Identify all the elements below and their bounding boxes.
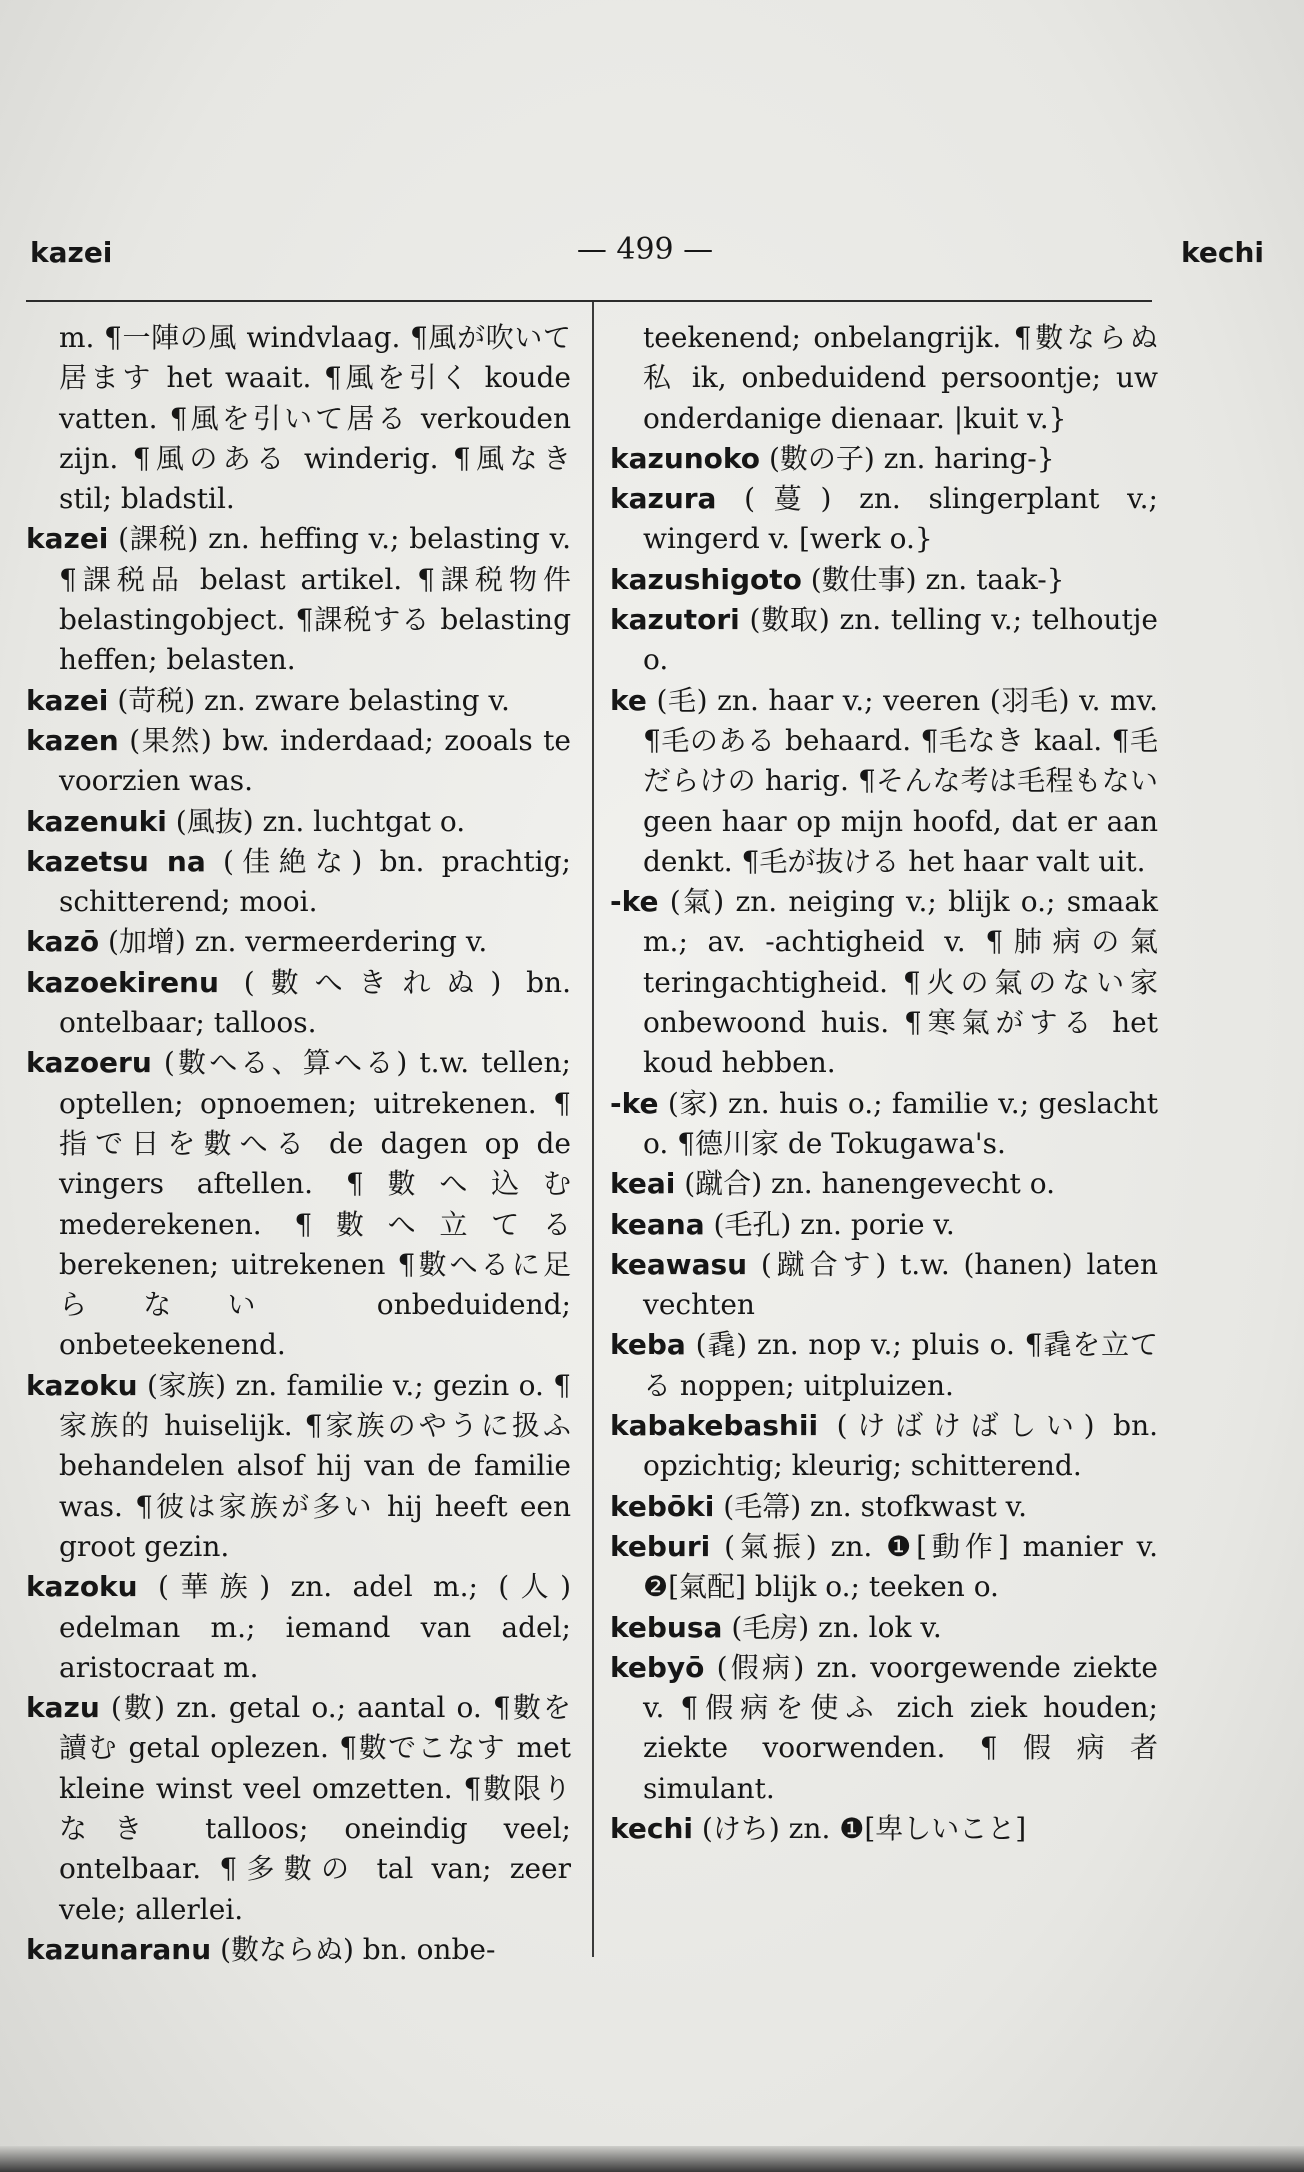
entry-text: (苛税) zn. zware belasting v. bbox=[117, 683, 510, 717]
column-divider bbox=[592, 302, 594, 1957]
dictionary-entry bbox=[26, 1567, 571, 1688]
entry-headword: keburi bbox=[610, 1529, 711, 1563]
entry-text: (毛孔) zn. porie v. bbox=[713, 1207, 955, 1241]
entry-headword: kazushigoto bbox=[610, 562, 802, 596]
header-rule bbox=[26, 300, 1152, 302]
entry-headword: ke bbox=[610, 683, 647, 717]
entry-text: (數) zn. getal o.; aantal o. ¶數を讀む getal oplezen. ¶數でこなす met kleine winst veel omzetten. ¶數限りなき talloos; oneindig veel; ontelbaar. ¶多數の tal van; zeer vele; allerlei. bbox=[59, 1691, 571, 1926]
dictionary-entry bbox=[26, 721, 571, 802]
dictionary-entry bbox=[610, 560, 1158, 600]
entry-text: (けばけばしい) bn. opzichtig; kleurig; schitterend. bbox=[643, 1409, 1159, 1483]
page-bottom-edge bbox=[0, 2146, 1304, 2172]
dictionary-entry bbox=[610, 1809, 1158, 1849]
entry-headword: kebyō bbox=[610, 1650, 705, 1684]
entry-text: (課税) zn. heffing v.; belasting v. ¶課税品 belast artikel. ¶課税物件 belastingobject. ¶課税する belasting heffen; belasten. bbox=[59, 522, 571, 677]
dictionary-entry bbox=[26, 1043, 571, 1365]
page-number: — 499 — bbox=[576, 232, 714, 267]
entry-text: (蹴合す) t.w. (hanen) laten vechten bbox=[643, 1247, 1158, 1322]
dictionary-entry bbox=[610, 1084, 1158, 1165]
entry-headword: kebusa bbox=[610, 1610, 723, 1644]
dictionary-entry bbox=[26, 922, 571, 962]
entry-text: (家) zn. huis o.; familie v.; geslacht o. ¶德川家 de Tokugawa's. bbox=[643, 1086, 1158, 1160]
entry-text: (數仕事) zn. taak-} bbox=[810, 562, 1065, 596]
entry-headword: -ke bbox=[610, 885, 659, 919]
entry-text: (數へきれぬ) bn. ontelbaar; talloos. bbox=[59, 965, 571, 1040]
entry-text: (蔓) zn. slingerplant v.; wingerd v. [werk o.} bbox=[643, 482, 1158, 556]
dictionary-entry bbox=[26, 963, 571, 1044]
entry-text: m. ¶一陣の風 windvlaag. ¶風が吹いて居ます het waait. ¶風を引く koude vatten. ¶風を引いて居る verkouden zijn. ¶風のある winderig. ¶風なき stil; bladstil. bbox=[59, 321, 571, 516]
entry-headword: kazō bbox=[26, 925, 100, 959]
dictionary-entry bbox=[610, 1608, 1158, 1648]
entry-headword: kazen bbox=[26, 723, 119, 757]
dictionary-entry bbox=[610, 439, 1158, 479]
entry-headword: keawasu bbox=[610, 1247, 748, 1281]
dictionary-entry bbox=[26, 1688, 571, 1930]
entry-headword: kazoku bbox=[26, 1368, 138, 1402]
dictionary-entry bbox=[26, 1366, 571, 1567]
entry-text: (數へる、算へる) t.w. tellen; optellen; opnoemen; uitrekenen. ¶指で日を數へる de dagen op de vingers aftellen. ¶數へ込む mederekenen. ¶數へ立てる berekenen; uitrekenen ¶數へるに足らない onbeduidend; onbeteekenend. bbox=[59, 1046, 571, 1362]
entry-text: (氣) zn. neiging v.; blijk o.; smaak m.; av. -achtigheid v. ¶肺病の氣 teringachtigheid. ¶火の氣のない家 onbewoond huis. ¶寒氣がする het koud hebben. bbox=[643, 885, 1158, 1080]
entry-headword: keai bbox=[610, 1167, 676, 1201]
dictionary-entry bbox=[610, 600, 1158, 681]
entry-headword: keba bbox=[610, 1328, 686, 1362]
entry-text: (數取) zn. telling v.; telhoutje o. bbox=[643, 603, 1158, 677]
right-column bbox=[610, 318, 1158, 1849]
running-head bbox=[26, 232, 1264, 272]
entry-headword: kazenuki bbox=[26, 804, 167, 838]
entry-text: (家族) zn. familie v.; gezin o. ¶家族的 huiselijk. ¶家族のやうに扱ふ behandelen alsof hij van de familie was. ¶彼は家族が多い hij heeft een groot gezin. bbox=[59, 1368, 571, 1563]
dictionary-entry bbox=[26, 842, 571, 923]
dictionary-entry bbox=[610, 1245, 1158, 1326]
entry-headword: kabakebashii bbox=[610, 1409, 819, 1443]
dictionary-entry bbox=[610, 681, 1158, 882]
entry-text: teekenend; onbelangrijk. ¶數ならぬ私 ik, onbeduidend persoontje; uw onderdanige dienaar. |kuit v.} bbox=[643, 321, 1158, 435]
dictionary-entry bbox=[610, 1527, 1158, 1608]
dictionary-entry bbox=[610, 1648, 1158, 1809]
dictionary-entry bbox=[26, 681, 571, 721]
dictionary-entry bbox=[610, 1325, 1158, 1406]
entry-headword: kazutori bbox=[610, 603, 740, 637]
entry-text: (毛) zn. haar v.; veeren (羽毛) v. mv. ¶毛のある behaard. ¶毛なき kaal. ¶毛だらけの harig. ¶そんな考は毛程もない geen haar op mijn hoofd, dat er aan denkt. ¶毛が抜ける het haar valt uit. bbox=[643, 683, 1158, 878]
entry-text: (果然) bw. inderdaad; zooals te voorzien was. bbox=[59, 723, 572, 798]
entry-headword: kazunaranu bbox=[26, 1932, 212, 1966]
entry-text: (蹴合) zn. hanengevecht o. bbox=[684, 1167, 1055, 1201]
dictionary-entry bbox=[610, 1487, 1158, 1527]
entry-headword: kazoku bbox=[26, 1570, 138, 1604]
dictionary-entry bbox=[26, 1930, 571, 1970]
entry-text: (けち) zn. ❶[卑しいこと] bbox=[701, 1811, 1027, 1845]
entry-headword: kazei bbox=[26, 683, 109, 717]
entry-text: (加增) zn. vermeerdering v. bbox=[107, 925, 488, 959]
entry-headword: kazetsu na bbox=[26, 844, 206, 878]
dictionary-entry bbox=[26, 318, 571, 519]
entry-text: (毛房) zn. lok v. bbox=[731, 1610, 942, 1644]
entry-headword: kazoekirenu bbox=[26, 965, 219, 999]
entry-headword: kazoeru bbox=[26, 1046, 152, 1080]
entry-headword: kazunoko bbox=[610, 441, 761, 475]
entry-text: (佳絶な) bn. prachtig; schitterend; mooi. bbox=[59, 844, 571, 919]
left-guide-word: kazei bbox=[30, 236, 113, 269]
entry-headword: kazei bbox=[26, 522, 109, 556]
entry-text: (數の子) zn. haring-} bbox=[768, 441, 1055, 475]
entry-headword: kazura bbox=[610, 482, 717, 516]
entry-headword: kebōki bbox=[610, 1489, 715, 1523]
dictionary-entry bbox=[610, 479, 1158, 560]
entry-headword: -ke bbox=[610, 1086, 659, 1120]
entry-text: (氣振) zn. ❶[動作] manier v. ❷[氣配] blijk o.; teeken o. bbox=[643, 1529, 1159, 1604]
left-column bbox=[26, 318, 571, 1970]
entry-text: (毳) zn. nop v.; pluis o. ¶毳を立てる noppen; uitpluizen. bbox=[643, 1328, 1158, 1402]
entry-headword: keana bbox=[610, 1207, 705, 1241]
entry-headword: kazu bbox=[26, 1691, 100, 1725]
dictionary-entry bbox=[26, 802, 571, 842]
right-guide-word: kechi bbox=[1181, 236, 1264, 269]
dictionary-entry bbox=[26, 519, 571, 680]
entry-headword: kechi bbox=[610, 1811, 693, 1845]
dictionary-entry bbox=[610, 882, 1158, 1083]
entry-text: (華族) zn. adel m.; (人) edelman m.; iemand van adel; aristocraat m. bbox=[59, 1570, 572, 1684]
entry-text: (風抜) zn. luchtgat o. bbox=[175, 804, 466, 838]
dictionary-entry bbox=[610, 1205, 1158, 1245]
entry-text: (假病) zn. voorgewende ziekte v. ¶假病を使ふ zich ziek houden; ziekte voorwenden. ¶假病者 simulant. bbox=[643, 1650, 1159, 1805]
entry-text: (數ならぬ) bn. onbe- bbox=[220, 1932, 496, 1966]
entry-text: (毛箒) zn. stofkwast v. bbox=[723, 1489, 1027, 1523]
dictionary-entry bbox=[610, 1406, 1158, 1487]
dictionary-entry bbox=[610, 318, 1158, 439]
dictionary-entry bbox=[610, 1164, 1158, 1204]
